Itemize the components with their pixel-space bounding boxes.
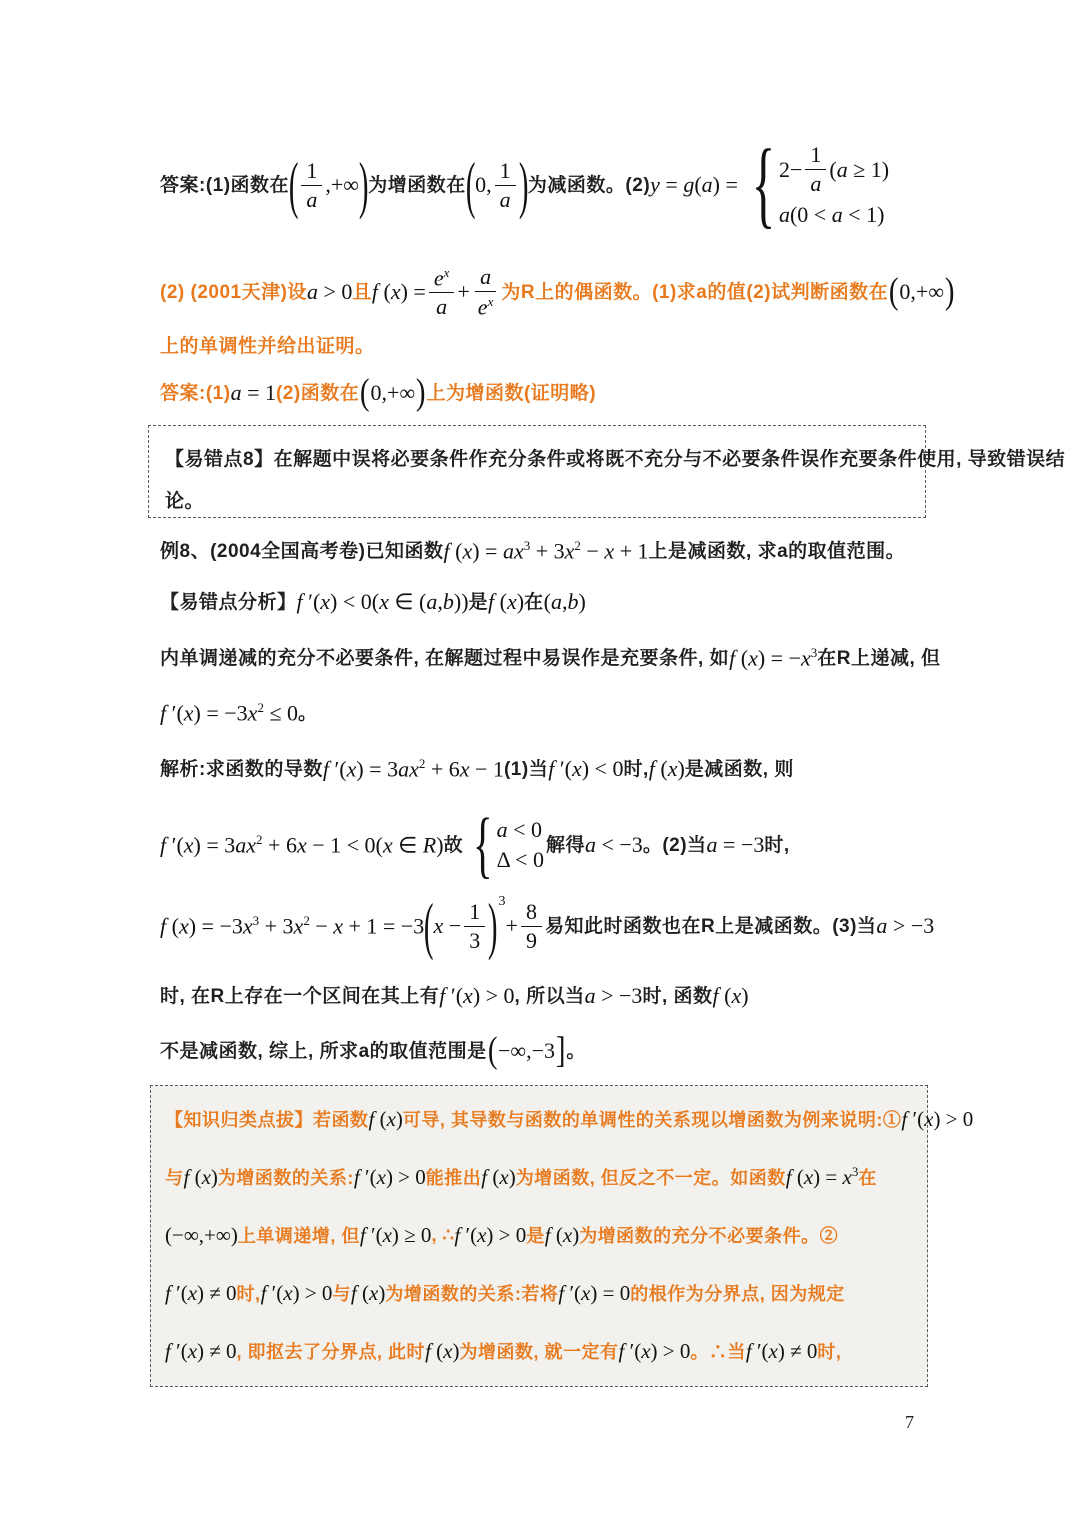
text-line: [160, 528, 905, 574]
text-line: [160, 746, 794, 792]
text-run: 内单调递减的充分不必要条件, 在解题过程中易误作是充要条件, 如: [160, 647, 730, 669]
text-run: 与: [332, 1284, 351, 1304]
text-run: 上单调递增, 但: [237, 1226, 360, 1246]
math-run: f ′(x) > 0: [439, 983, 515, 1008]
math-run: f (x): [368, 1106, 403, 1131]
superscript: 3: [851, 1164, 859, 1179]
text-line: [160, 372, 596, 414]
text-run: 。(2)当: [642, 834, 707, 856]
math-cases: [465, 803, 544, 886]
fraction-denominator: a: [306, 186, 318, 212]
text-line: [160, 636, 941, 680]
math-fraction: [301, 159, 322, 212]
math-run: +: [457, 279, 470, 304]
math-run: 0,+∞: [899, 279, 944, 304]
math-run: a < −3: [584, 832, 643, 857]
math-run: f (x): [183, 1164, 218, 1189]
math-run: 0,+∞: [370, 380, 416, 405]
text-run: 且: [352, 281, 372, 303]
text-line: [160, 331, 375, 361]
superscript: 3: [810, 645, 818, 661]
text-run: 在R上递减, 但: [817, 647, 941, 669]
fraction-denominator: 9: [525, 927, 537, 953]
math-run: f ′(x) ≥ 0: [359, 1222, 432, 1247]
math-run: f (x): [481, 1164, 516, 1189]
text-run: 为减函数。(2): [527, 174, 651, 196]
math-run: f ′(x) > 0: [353, 1164, 426, 1189]
math-run: f ′(x) < 0: [548, 756, 624, 781]
fraction-numerator: a: [475, 265, 496, 292]
right-paren: ): [944, 271, 955, 312]
text-line: [165, 436, 1066, 478]
math-run: 2−: [778, 156, 803, 182]
text-line: [165, 1148, 913, 1206]
text-run: (2)函数在: [275, 382, 360, 404]
math-run: a < 0: [496, 816, 543, 842]
math-parenthesized: [487, 1030, 567, 1071]
math-fraction: [521, 900, 542, 953]
superscript: 3: [252, 913, 260, 929]
fraction-numerator: 8: [521, 900, 542, 927]
math-run: f (x) =: [371, 279, 426, 304]
superscript: x: [443, 264, 450, 280]
superscript: 2: [303, 913, 310, 929]
math-run: f ′(x) > 0: [454, 1222, 527, 1247]
fraction-numerator: 1: [464, 900, 485, 927]
text-line: [160, 1027, 586, 1075]
right-paren: ): [415, 372, 426, 413]
math-run: (−∞,+∞): [165, 1222, 238, 1247]
math-run: a = −3: [706, 832, 765, 857]
math-run: f ′(x) > 0: [618, 1338, 691, 1363]
text-line: [165, 1322, 913, 1380]
math-run: 0,: [475, 172, 492, 197]
math-run: f ′(x) ≠ 0: [745, 1338, 818, 1363]
math-run: f (x): [544, 1222, 580, 1247]
math-run: a > −3: [584, 983, 643, 1008]
math-run: a > −3: [876, 913, 935, 938]
text-run: 故: [443, 834, 464, 856]
text-run: , 即抠去了分界点, 此时: [236, 1342, 426, 1362]
left-paren: (: [888, 271, 899, 312]
right-paren: ): [488, 890, 498, 962]
page-number: 7: [905, 1412, 914, 1432]
math-run: f (x): [425, 1338, 460, 1363]
fraction-numerator: 1: [805, 143, 826, 170]
math-run: f $(x) = -x^3$: [729, 645, 818, 671]
paren-exponent: 3: [498, 894, 506, 909]
text-line: [160, 690, 318, 736]
text-run: 是: [468, 591, 489, 613]
text-run: 时,: [623, 758, 649, 780]
callout-box-knowledge-note: [150, 1085, 974, 1387]
math-fraction: [805, 143, 826, 196]
math-run: f $'(x) = 3ax^2 + 6x - 1$: [322, 756, 504, 782]
fraction-denominator: $e^x$: [477, 293, 494, 320]
math-run: +: [505, 913, 518, 938]
left-paren: (: [487, 1030, 498, 1071]
text-run: 时, 函数: [642, 985, 713, 1007]
math-run: ,+∞: [325, 172, 359, 197]
math-run: f ′(x) > 0: [260, 1280, 333, 1305]
text-run: 时, 在R上存在一个区间在其上有: [160, 985, 440, 1007]
text-line: [160, 973, 749, 1019]
text-run: 为增函数在: [368, 174, 466, 196]
cases-brace: {: [473, 803, 493, 886]
math-run: f $(x) = -3x^3 + 3x^2 - x + 1 = -3$: [160, 913, 425, 939]
text-run: 论。: [165, 490, 205, 512]
fraction-denominator: a: [499, 186, 511, 212]
text-run: 不是减函数, 综上, 所求a的取值范围是: [160, 1040, 487, 1062]
text-run: 为增函数, 但反之不一定。如函数: [515, 1168, 786, 1188]
text-run: 的根作为分界点, 因为规定: [630, 1284, 845, 1304]
superscript: 2: [574, 538, 581, 554]
math-run: a(0 < a < 1): [778, 202, 885, 228]
text-run: (2) (2001天津)设: [160, 281, 307, 303]
text-run: 上是减函数, 求a的取值范围。: [648, 540, 906, 562]
fraction-denominator: a: [436, 294, 448, 320]
cases-row: [779, 143, 889, 196]
superscript: 3: [523, 538, 531, 554]
math-run: (a,b): [543, 589, 586, 614]
text-run: 为增函数的关系:若将: [385, 1284, 559, 1304]
math-run: y = g(a) =: [650, 172, 738, 197]
math-run: f (x): [488, 589, 525, 614]
text-run: 答案:(1): [160, 382, 231, 404]
cases-row: [496, 816, 543, 842]
left-paren: (: [465, 149, 476, 221]
fraction-denominator: a: [810, 171, 822, 197]
math-run: f ′(x) < 0(x ∈ (a,b)): [296, 589, 469, 614]
text-line: [160, 252, 955, 332]
math-run: f $(x) = ax^3 + 3x^2 - x + 1$: [443, 538, 649, 564]
math-cases: [740, 130, 890, 239]
text-line: [165, 1090, 974, 1148]
cases-row: [496, 846, 544, 872]
text-run: (1)当: [503, 758, 549, 780]
right-paren: ): [518, 149, 529, 221]
right-paren: ): [358, 149, 369, 221]
text-run: 为增函数的关系:: [217, 1168, 354, 1188]
fraction-denominator: 3: [469, 927, 481, 953]
math-parenthesized: [465, 149, 529, 221]
math-run: a = 1: [230, 380, 276, 405]
math-run: a > 0: [306, 279, 353, 304]
cases-brace: {: [751, 130, 776, 239]
text-line: [165, 1264, 913, 1322]
superscript: 2: [256, 832, 263, 848]
math-fraction: [429, 265, 455, 319]
text-run: 解析:求函数的导数: [160, 758, 323, 780]
superscript: 2: [418, 756, 426, 772]
text-run: 是减函数, 则: [684, 758, 794, 780]
callout-box-error-point: [148, 425, 1066, 518]
text-run: 解得: [545, 834, 585, 856]
math-run: x −: [433, 913, 462, 938]
math-fraction: [473, 265, 499, 319]
fraction-numerator: $e^x$: [429, 265, 455, 293]
math-parenthesized: [888, 271, 955, 312]
math-parenthesized: [359, 372, 426, 413]
text-line: [165, 1206, 913, 1264]
fraction-numerator: 1: [495, 159, 516, 186]
text-run: 与: [165, 1168, 184, 1188]
math-run: −∞,−3: [498, 1038, 556, 1063]
text-run: 上为增函数(证明略): [426, 382, 597, 404]
cases-rows: [496, 816, 544, 872]
cases-rows: [779, 143, 889, 226]
text-line: [160, 130, 891, 240]
math-run: f (x): [712, 983, 749, 1008]
superscript: 2: [257, 700, 264, 716]
text-run: 时,: [817, 1342, 842, 1362]
text-run: 答案:(1)函数在: [160, 174, 290, 196]
math-run: f (x): [648, 756, 685, 781]
text-run: 【易错点8】在解题中误将必要条件作充分条件或将既不充分与不必要条件误作充要条件使用, 导致错误结: [165, 448, 1066, 470]
text-run: 为R上的偶函数。(1)求a的值(2)试判断函数在: [501, 281, 889, 303]
cases-row: [779, 204, 884, 226]
math-run: f ′(x) ≠ 0: [165, 1280, 237, 1305]
fraction-numerator: 1: [301, 159, 322, 186]
text-run: 可导, 其导数与函数的单调性的关系现以增函数为例来说明:①: [402, 1110, 902, 1130]
left-paren: (: [360, 372, 370, 413]
text-run: 在: [524, 591, 544, 613]
math-run: f $(x) = x^3$: [785, 1164, 859, 1189]
text-run: 是: [526, 1226, 545, 1246]
text-run: , ∴: [431, 1224, 455, 1245]
math-run: f ′(x) > 0: [901, 1106, 974, 1131]
math-run: f ′(x) ≠ 0: [165, 1338, 237, 1363]
math-run: f $'(x) = -3x^2 \le 0$: [160, 700, 299, 726]
text-run: 上的单调性并给出证明。: [160, 335, 375, 357]
math-parenthesized: [424, 890, 506, 962]
text-run: 。: [566, 1040, 586, 1062]
right-paren: ]: [555, 1030, 566, 1071]
text-run: , 所以当: [514, 985, 585, 1007]
text-line: [160, 878, 934, 974]
text-line: [165, 478, 909, 520]
text-run: 为增函数的充分不必要条件。②: [579, 1226, 839, 1246]
math-parenthesized: [288, 149, 369, 221]
text-run: 为增函数, 就一定有: [459, 1342, 619, 1362]
left-paren: (: [424, 890, 434, 962]
math-run: f (x): [350, 1280, 386, 1305]
math-run: (a ≥ 1): [829, 156, 890, 182]
text-run: 。∴当: [690, 1342, 746, 1362]
left-paren: (: [288, 149, 299, 221]
math-fraction: [464, 900, 485, 953]
math-run: f $'(x) = 3ax^2 + 6x - 1 < 0(x$ ∈ R): [160, 832, 444, 858]
superscript: x: [487, 293, 494, 309]
text-run: 在: [858, 1168, 877, 1188]
text-run: 时,: [236, 1284, 261, 1304]
text-run: 时,: [764, 834, 790, 856]
text-run: 【知识归类点拔】若函数: [165, 1110, 369, 1130]
math-fraction: [495, 159, 516, 212]
text-line: [160, 578, 586, 626]
text-run: 易知此时函数也在R上是减函数。(3)当: [544, 915, 877, 937]
text-run: 【易错点分析】: [160, 591, 297, 613]
text-run: 能推出: [425, 1168, 482, 1188]
math-run: f ′(x) = 0: [558, 1280, 631, 1305]
text-run: 例8、(2004全国高考卷)已知函数: [160, 540, 444, 562]
text-run: 。: [298, 702, 318, 724]
math-run: Δ < 0: [496, 846, 544, 872]
